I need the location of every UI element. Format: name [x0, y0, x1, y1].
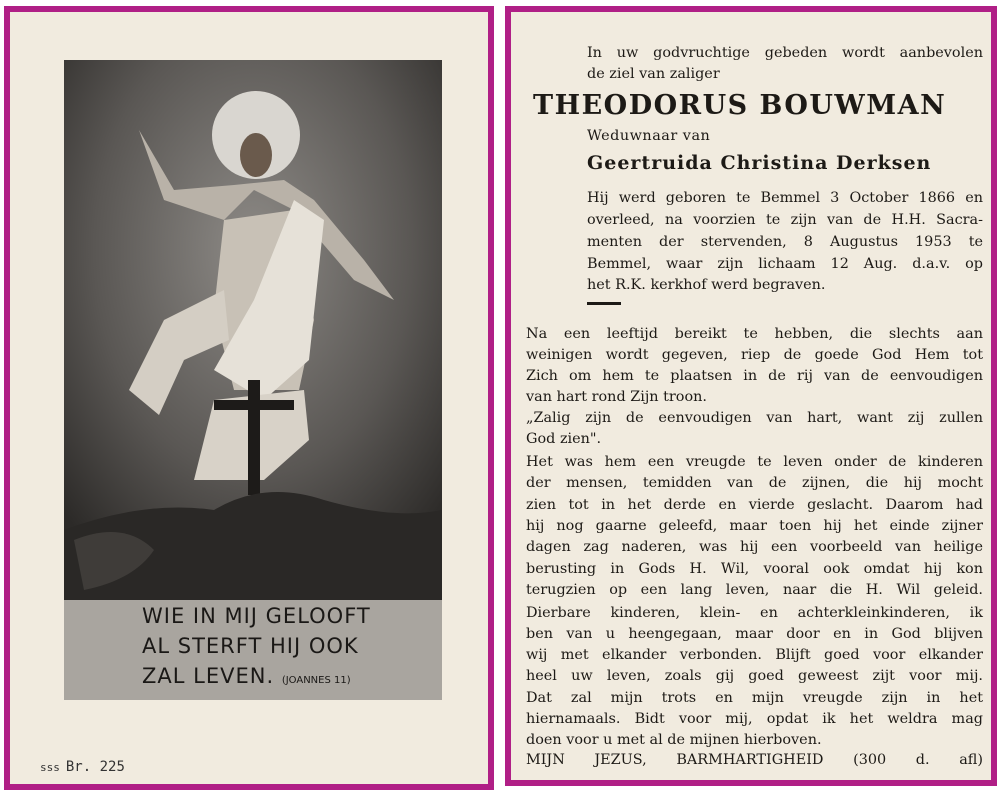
eulogy-line: van hart rond Zijn troon. [526, 389, 707, 405]
prayer-text: MIJN JEZUS, BARMHARTIGHEID [526, 752, 824, 768]
bio-line: Bemmel, waar zijn lichaam 12 Aug. d.a.v. op [587, 256, 983, 272]
bio-line: overleed, na voorzien te zijn van de H.H. Sacra- [587, 212, 983, 228]
print-code-number: Br. 225 [65, 759, 125, 775]
eulogy-line: dagen zag naderen, was hij een voorbeeld van heilige [526, 539, 983, 555]
crucifix-icon [248, 380, 260, 495]
eulogy-line: Het was hem een vreugde te leven onder de kinderen [526, 454, 983, 470]
intro-line: In uw godvruchtige gebeden wordt aanbevolen [587, 45, 983, 61]
eulogy-line: terugzien op een lang leven, naar die H. Wil geleid. [526, 582, 983, 598]
bio-line: het R.K. kerkhof werd begraven. [587, 277, 826, 293]
eulogy-line: der mensen, temidden van de zijnen, die hij mocht [526, 475, 983, 491]
eulogy-line: wij met elkander verbonden. Blijft goed voor elkander [526, 647, 983, 663]
eulogy-line: zien tot in het derde en vierde geslacht. Daarom had [526, 497, 983, 513]
deceased-name: THEODORUS BOUWMAN [533, 90, 947, 121]
bio-line: Hij werd geboren te Bemmel 3 October 1866 en [587, 190, 983, 206]
eulogy-line: Zich om hem te plaatsen in de rij van de eenvoudigen [526, 368, 983, 384]
bio-line: menten der stervenden, 8 Augustus 1953 te [587, 234, 983, 250]
eulogy-line: hij nog gaarne geleefd, maar toen hij het einde zijner [526, 518, 983, 534]
eulogy-line: God zien". [526, 431, 602, 447]
eulogy-line: „Zalig zijn de eenvoudigen van hart, want zij zullen [526, 410, 983, 426]
print-code-prefix: sss [40, 761, 60, 774]
caption-line-text: ZAL LEVEN. [142, 664, 275, 688]
spouse-name: Geertruida Christina Derksen [587, 152, 932, 174]
eulogy-line: Na een leeftijd bereikt te hebben, die slechts aan [526, 326, 983, 342]
divider [587, 302, 621, 305]
closing-prayer [526, 751, 983, 769]
caption-reference: (JOANNES 11) [281, 675, 351, 686]
indulgence-text: (300 d. afl) [853, 752, 983, 768]
eulogy-line: heel uw leven, zoals gij goed geweest zijt voor mij. [526, 668, 983, 684]
eulogy-line: Dierbare kinderen, klein- en achterkleinkinderen, ik [526, 605, 983, 621]
eulogy-line: hiernamaals. Bidt voor mij, opdat ik het weldra mag [526, 711, 983, 727]
memorial-card-front [4, 6, 494, 790]
widower-label: Weduwnaar van [587, 128, 711, 144]
caption-line: WIE IN MIJ GELOOFT [142, 604, 371, 628]
intro-line: de ziel van zaliger [587, 66, 720, 82]
print-code [40, 759, 125, 775]
eulogy-line: doen voor u met al de mijnen hierboven. [526, 732, 822, 748]
eulogy-line: berusting in Gods H. Wil, vooral ook omdat hij kon [526, 561, 983, 577]
scripture-caption [64, 600, 442, 700]
caption-line [142, 664, 351, 688]
eulogy-line: ben van u heengegaan, maar door en in God blijven [526, 626, 983, 642]
eulogy-line: weinigen wordt gegeven, riep de goede God Hem tot [526, 347, 983, 363]
resurrection-illustration [64, 60, 442, 600]
eulogy-line: Dat zal mijn trots en mijn vreugde zijn in het [526, 690, 983, 706]
memorial-card-back [505, 6, 997, 786]
caption-line: AL STERFT HIJ OOK [142, 634, 359, 658]
